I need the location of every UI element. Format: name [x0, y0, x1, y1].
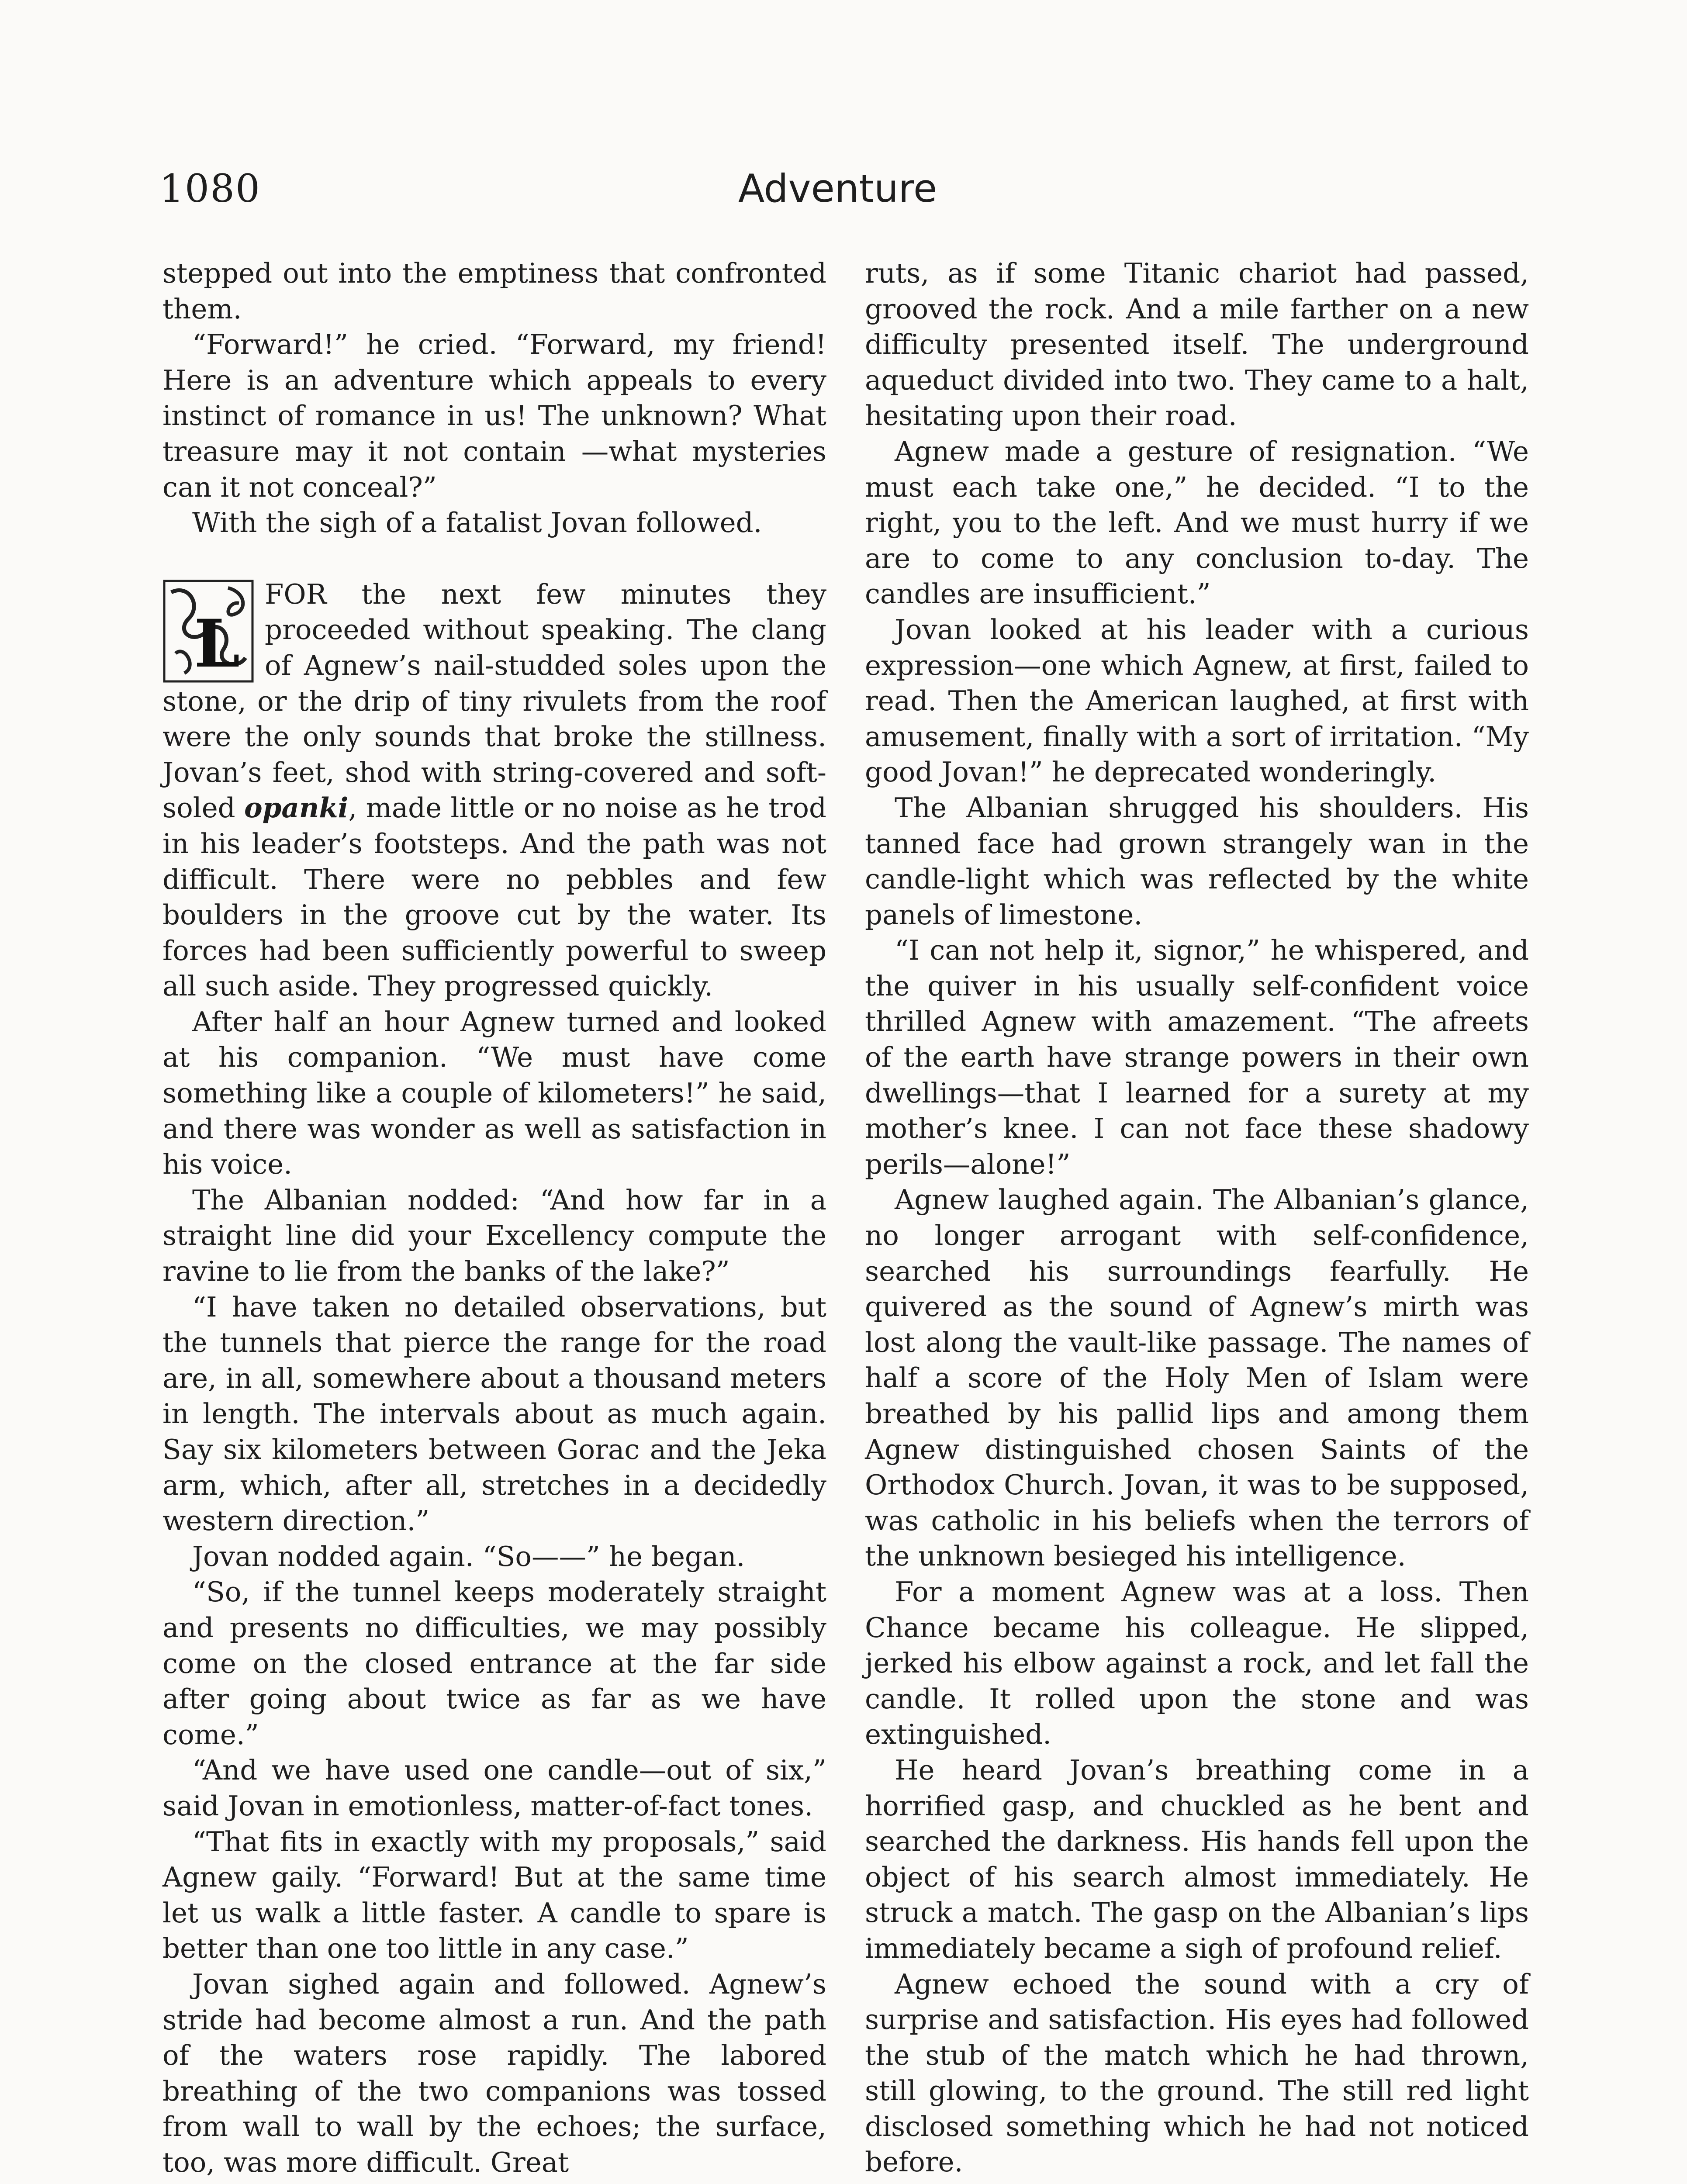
paragraph: Agnew laughed again. The Albanian’s glance, no longer arrogant with self-confidence, searched his surroundings fearfully. He quivered as the sound of Agnew’s mirth was lost along the vault-like passage. The names of half a score of the Holy Men of Islam were breathed by his pallid lips and among them Agnew distinguished chosen Saints of the Orthodox Church. Jovan, it was to be supposed, was catholic in his beliefs when the terrors of the unknown besieged his intelligence.: [865, 1184, 1529, 1572]
paragraph: “That fits in exactly with my proposals,” said Agnew gaily. “Forward! But at the same time let us walk a little faster. A candle to spare is better than one too little in any case.”: [162, 1825, 826, 1965]
paragraph: For a moment Agnew was at a loss. Then Chance became his colleague. He slipped, jerked his elbow against a rock, and let fall the candle. It rolled upon the stone and was extinguished.: [865, 1576, 1529, 1751]
paragraph: Jovan nodded again. “So——” he began.: [192, 1540, 745, 1572]
paragraph: “Forward!” he cried. “Forward, my friend! Here is an adventure which appeals to every instinct of romance in us! The unknown? What treasure may it not contain —what mysteries can it not conceal?”: [162, 328, 826, 503]
paragraph: stepped out into the emptiness that confronted them.: [162, 257, 826, 325]
paragraph: After half an hour Agnew turned and looked at his companion. “We must have come something like a couple of kilometers!” he said, and there was wonder as well as satisfaction in his voice.: [162, 1006, 826, 1181]
paragraph: “So, if the tunnel keeps moderately straight and presents no difficulties, we may possibly come on the closed entrance at the far side after going about twice as far as we have come.”: [162, 1576, 826, 1751]
paragraph: Jovan looked at his leader with a curious expression—one which Agnew, at first, failed to read. Then the American laughed, at first with amusement, finally with a sort of irritation. “My good Jovan!” he deprecated wonderingly.: [865, 613, 1529, 788]
ornamental-dropcap-icon: [162, 579, 254, 683]
italic-word: opanki: [244, 791, 349, 824]
left-column: [162, 256, 826, 2180]
right-column: [865, 256, 1529, 2180]
section-opening-paragraph: [162, 577, 826, 1004]
svg-text:L: L: [194, 605, 240, 682]
paragraph: ruts, as if some Titanic chariot had passed, grooved the rock. And a mile farther on a new difficulty presented itself. The underground aqueduct divided into two. They came to a halt, hesitating upon their road.: [865, 257, 1529, 432]
paragraph: He heard Jovan’s breathing come in a horrified gasp, and chuckled as he bent and searched the darkness. His hands fell upon the object of his search almost immediately. He struck a match. The gasp on the Albanian’s lips immediately became a sigh of profound relief.: [865, 1754, 1529, 1964]
paragraph: “I have taken no detailed observations, but the tunnels that pierce the range for the road are, in all, somewhere about a thousand meters in length. The intervals about as much again. Say six kilometers between Gorac and the Jeka arm, which, after all, stretches in a decidedly western direction.”: [162, 1291, 826, 1537]
paragraph: With the sigh of a fatalist Jovan followed.: [192, 507, 762, 539]
paragraph: The Albanian shrugged his shoulders. His tanned face had grown strangely wan in the candle-light which was reflected by the white panels of limestone.: [865, 791, 1529, 931]
paragraph: Agnew echoed the sound with a cry of surprise and satisfaction. His eyes had followed the stub of the match which he had thrown, still glowing, to the ground. The still red light disclosed something which he had not noticed before.: [865, 1968, 1529, 2178]
paragraph-text: the next few minutes they proceeded without speaking. The clang of Agnew’s nail-studded soles upon the stone, or the drip of tiny rivulets from the roof were the only sounds that broke the stillness. Jovan’s feet, shod with string-covered and soft-soled: [162, 578, 826, 824]
paragraph: “I can not help it, signor,” he whispered, and the quiver in his usually self-confident voice thrilled Agnew with amazement. “The afreets of the earth have strange powers in their own dwellings—that I learned for a surety at my mother’s knee. I can not face these shadowy perils—alone!”: [865, 934, 1529, 1180]
page-number: 1080: [159, 166, 261, 211]
paragraph: The Albanian nodded: “And how far in a straight line did your Excellency compute the ravine to lie from the banks of the lake?”: [162, 1184, 826, 1288]
dropcap-first-word: FOR: [265, 578, 327, 610]
running-head-title: Adventure: [738, 166, 937, 211]
paragraph: Jovan sighed again and followed. Agnew’s stride had become almost a run. And the path of the waters rose rapidly. The labored breathing of the two companions was tossed from wall to wall by the echoes; the surface, too, was more difficult. Great: [162, 1968, 826, 2178]
paragraph: Agnew made a gesture of resignation. “We must each take one,” he decided. “I to the right, you to the left. And we must hurry if we are to come to any conclusion to-day. The candles are insufficient.”: [865, 435, 1529, 610]
paragraph: “And we have used one candle—out of six,” said Jovan in emotionless, matter-of-fact tones.: [162, 1754, 826, 1822]
paragraph-text: , made little or no noise as he trod in his leader’s footsteps. And the path was not difficult. There were no pebbles and few boulders in the groove cut by the water. Its forces had been sufficiently powerful to sweep all such aside. They progressed quickly.: [162, 792, 826, 1002]
